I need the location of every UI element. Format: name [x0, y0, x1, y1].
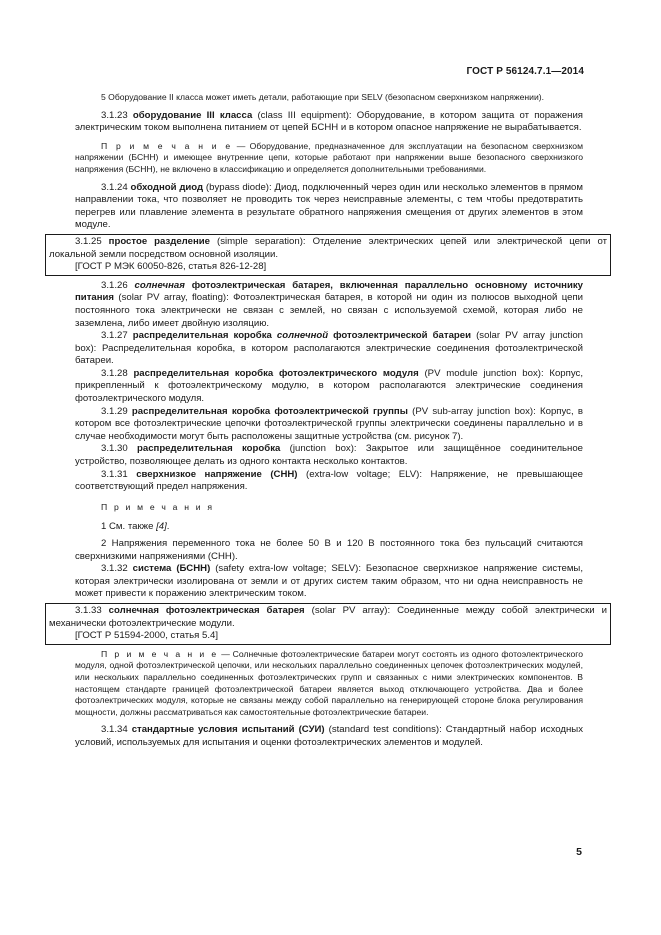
clause-number: 3.1.31 [101, 468, 137, 480]
clause-number: 3.1.23 [101, 109, 133, 121]
clause-number: 3.1.28 [101, 367, 134, 379]
notes-heading [75, 502, 583, 514]
definition-text: (class III equipment): Оборудование, в котором защита от поражения электрическим током выполнена питанием от цепей БСНН и в котором опасное напряжение не вырабатывается. [75, 109, 583, 134]
note-item-2: 2 Напряжения переменного тока не более 50 В и 120 В постоянного тока без пульсаций считаются сверхнизкими напряжениями (СНН). [75, 538, 583, 562]
clause-number: 3.1.32 [101, 563, 133, 575]
term-3-1-33 [49, 605, 607, 630]
definition-text: (solar PV array, floating): Фотоэлектрическая батарея, в которой ни один из полюсов выходной цепи постоянного тока электрически не связан с землей, но связан с используемой схемой, которая либо не заземлена, либо имеет двойную изоляцию. [75, 292, 583, 329]
term-title: система (БСНН) [132, 563, 211, 575]
term-3-1-23 [75, 110, 583, 135]
term-title: обходной диод [130, 181, 204, 193]
term-title: фотоэлектрическая батарея, включенная параллельно основному источнику питания [75, 279, 583, 304]
term-3-1-27 [75, 330, 583, 368]
note-end: . [166, 521, 170, 533]
term-title: стандартные условия испытаний (СУИ) [131, 724, 325, 736]
clause-number: 3.1.34 [101, 724, 132, 736]
definition-text: (safety extra-low voltage; SELV): Безопасное сверхнизкое напряжение системы, которая электрически изолирована от земли и от других систем таким образом, что ни одна неисправность не может привести к поражению электрическим током. [75, 563, 583, 600]
term-3-1-24 [75, 182, 583, 232]
definition-text: (solar PV array junction box): Распределительная коробка, в котором располагаются электрические соединения фотоэлектрической батареи. [75, 330, 584, 367]
note-3-1-23 [75, 141, 583, 176]
note-text: 1 См. также [101, 521, 157, 533]
definition-text: (standard test conditions): Стандартный набор исходных условий, используемых для испытания и оценки фотоэлектрических элементов и модулей. [75, 724, 583, 748]
page-number: 5 [576, 846, 582, 858]
term-3-1-29 [75, 406, 583, 444]
clause-number: 3.1.33 [75, 604, 109, 616]
definition-text: (bypass diode): Диод, подключенный через один или несколько элементов в прямом направлении тока, что позволяет не проводить ток через неисправные элементы, с тем чтобы предотвратить перегрев или плавление элемента в результате обратного напряжения смещения от других элементов в этом модуле. [75, 181, 583, 231]
clause-number: 3.1.24 [101, 181, 131, 193]
term-title: оборудование III класса [132, 109, 253, 121]
term-title: распределительная коробка [132, 330, 277, 342]
definition-text: (solar PV array): Соединенные между собой электрически и механически фотоэлектрические модули. [49, 604, 608, 629]
term-3-1-28 [75, 368, 583, 406]
term-3-1-25 [49, 236, 607, 261]
term-3-1-34 [75, 724, 583, 749]
definition-text: (extra-low voltage; ELV): Напряжение, не превышающее соответствующий предел напряжения. [75, 468, 583, 493]
note-label: П р и м е ч а н и е [101, 648, 219, 659]
note-item-5: 5 Оборудование II класса может иметь детали, работающие при SELV (безопасном сверхнизком напряжении). [101, 92, 545, 102]
term-3-1-30 [75, 443, 583, 468]
term-title: распределительная коробка фотоэлектрической группы [131, 405, 408, 417]
note-3-1-33 [75, 649, 583, 719]
document-body [49, 92, 608, 750]
term-title: сверхнизкое напряжение (СНН) [136, 468, 298, 480]
term-title: солнечная фотоэлектрическая батарея [108, 604, 305, 616]
definition-text: (simple separation): Отделение электрических цепей или электрической цепи от локальной земли посредством основной изоляции. [49, 235, 607, 260]
definition-text: (PV module junction box): Корпус, прикрепленный к фотоэлектрическому модулю, в котором располагаются электрические соединения фотоэлектрического модуля. [75, 367, 583, 405]
source-reference: [ГОСТ Р МЭК 60050-826, статья 826-12-28] [75, 261, 267, 273]
term-title-italic: солнечной [276, 330, 329, 342]
clause-number: 3.1.27 [101, 330, 133, 342]
note-text: — Оборудование, предназначенное для эксплуатации на безопасном сверхнизком напряжении (БСНН) и имеющее внутренние цепи, которые работают при напряжении выше безопасного сверхнизкого напряжения (БСНН), не включено в классификацию и определяется дополнительными требованиями. [75, 140, 583, 174]
term-3-1-31 [75, 469, 583, 494]
source-reference: [ГОСТ Р 51594-2000, статья 5.4] [75, 630, 218, 642]
note-item-1 [75, 521, 583, 534]
term-title-italic: солнечная [134, 279, 185, 291]
term-title: простое разделение [108, 235, 210, 247]
term-3-1-26 [75, 280, 583, 330]
clause-number: 3.1.26 [101, 279, 135, 291]
term-title: распределительная коробка фотоэлектрического модуля [133, 367, 419, 379]
definition-text: (PV sub-array junction box): Корпус, в котором все фотоэлектрические цепочки фотоэлектрической группы электрически соединены параллельно и в случае необходимости могут быть расположены защитные устройства (см. рисунок 7). [75, 405, 583, 442]
bibliography-ref: [4] [156, 521, 167, 533]
definition-text: (junction box): Закрытое или защищённое соединительное устройство, позволяющее делать из одного контакта несколько контактов. [75, 443, 584, 468]
term-title-end: фотоэлектрической батареи [328, 330, 471, 342]
notes-label: П р и м е ч а н и я [101, 501, 215, 512]
term-3-1-32 [75, 563, 583, 601]
boxed-term-3-1-25 [45, 234, 611, 276]
note-text: — Солнечные фотоэлектрические батареи могут состоять из одного фотоэлектрического модуля, одной фотоэлектрической цепочки, или нескольких параллельно соединенных цепочек фотоэлектрических модулей, или нескольких параллельно соединенных фотоэлектрических групп и связанных с ними электрических компонентов. В настоящем стандарте границей фотоэлектрической батареи является выход отключающего устройства. Два и более фотоэлектрических модуля, которые не связаны между собой параллельно на генерирующей стороне блока регулирования мощности, должны рассматриваться как самостоятельные фотоэлектрические батареи. [75, 648, 583, 717]
clause-number: 3.1.29 [101, 405, 132, 417]
clause-number: 3.1.30 [101, 443, 137, 455]
term-title: распределительная коробка [137, 443, 281, 455]
clause-number: 3.1.25 [75, 235, 109, 247]
standard-header: ГОСТ Р 56124.7.1—2014 [466, 66, 584, 77]
boxed-term-3-1-33 [45, 603, 611, 645]
note-label: П р и м е ч а н и е [101, 140, 233, 151]
